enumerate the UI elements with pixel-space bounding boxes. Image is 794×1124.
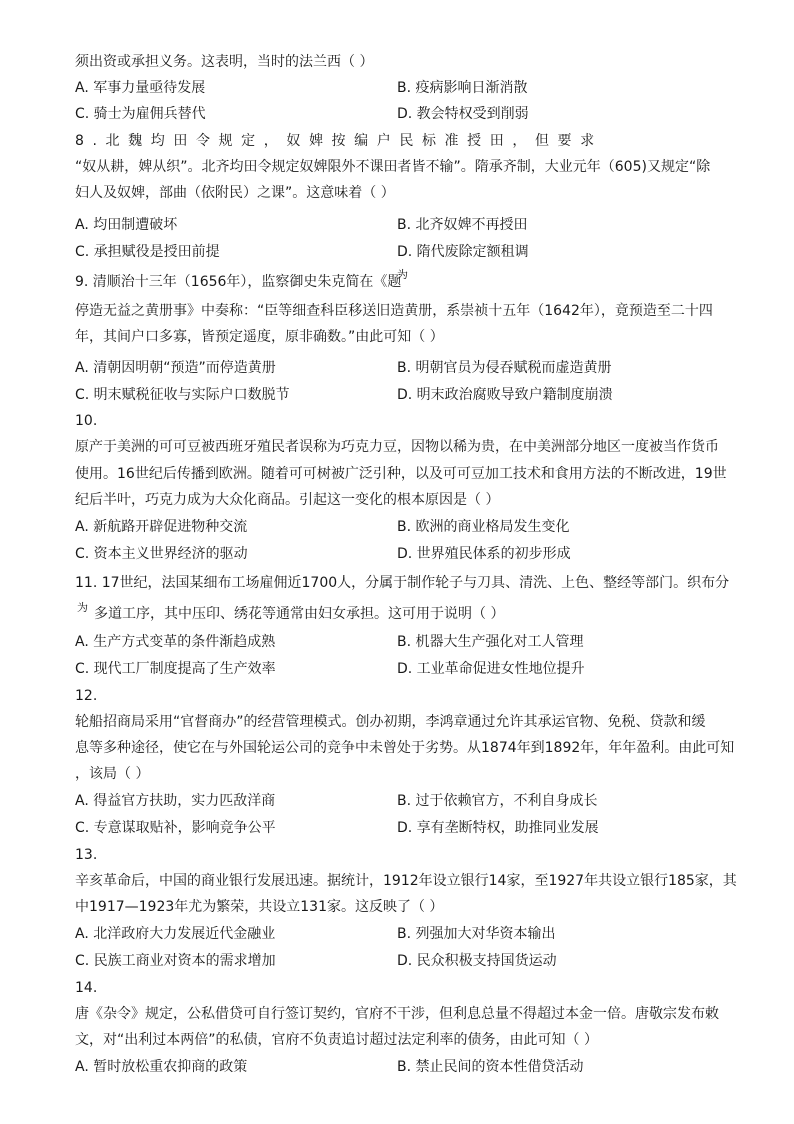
- q8-option-b[interactable]: B. 北齐奴婢不再授田: [397, 217, 528, 233]
- q11-stem-line2: 多道工序，其中压印、绣花等通常由妇女承担。这可用于说明（ ）: [94, 606, 505, 622]
- q9-option-b[interactable]: B. 明朝官员为侵吞赋税而虚造黄册: [397, 360, 612, 376]
- q13-option-d[interactable]: D. 民众积极支持国货运动: [397, 953, 557, 969]
- q8-option-c[interactable]: C. 承担赋役是授田前提: [75, 244, 220, 260]
- q13-stem-line2: 中1917—1923年尤为繁荣，共设立131家。这反映了（ ）: [75, 899, 444, 915]
- q7-option-c[interactable]: C. 骑士为雇佣兵替代: [75, 106, 206, 122]
- q11-option-c[interactable]: C. 现代工厂制度提高了生产效率: [75, 661, 276, 677]
- q10-option-c[interactable]: C. 资本主义世界经济的驱动: [75, 546, 248, 562]
- q10-stem-line3: 纪后半叶，巧克力成为大众化商品。引起这一变化的根本原因是（ ）: [75, 492, 500, 508]
- q11-option-a[interactable]: A. 生产方式变革的条件渐趋成熟: [75, 634, 276, 650]
- q9-stem-line1: 9. 清顺治十三年（1656年），监察御史朱克简在《题: [75, 274, 402, 290]
- q12-stem-line2: 息等多种途径，使它在与外国轮运公司的竞争中未曾处于劣势。从1874年到1892年，年年盈利。由此可知: [75, 740, 735, 756]
- q7-option-a[interactable]: A. 军事力量亟待发展: [75, 80, 206, 96]
- q12-option-a[interactable]: A. 得益官方扶助，实力匹敌洋商: [75, 793, 276, 809]
- q10-stem-line2: 使用。16世纪后传播到欧洲。随着可可树被广泛引种，以及可可豆加工技术和食用方法的不断改进，19世: [75, 466, 727, 482]
- q7-stem-tail: 须出资或承担义务。这表明，当时的法兰西（ ）: [75, 54, 374, 70]
- q11-option-d[interactable]: D. 工业革命促进女性地位提升: [397, 661, 585, 677]
- q12-stem-line1: 轮船招商局采用“官督商办”的经营管理模式。创办初期，李鸿章通过允许其承运官物、免税、贷款和缓: [75, 714, 706, 730]
- q13-option-c[interactable]: C. 民族工商业对资本的需求增加: [75, 953, 276, 969]
- q10-stem-line1: 原产于美洲的可可豆被西班牙殖民者误称为巧克力豆，因物以稀为贵，在中美洲部分地区一度被当作货币: [75, 439, 719, 455]
- q12-option-b[interactable]: B. 过于依赖官方，不利自身成长: [397, 793, 598, 809]
- q12-option-c[interactable]: C. 专意谋取贴补，影响竞争公平: [75, 820, 276, 836]
- q11-option-b[interactable]: B. 机器大生产强化对工人管理: [397, 634, 584, 650]
- q14-option-a[interactable]: A. 暂时放松重农抑商的政策: [75, 1059, 248, 1075]
- q8-stem-line3: 妇人及奴婢，部曲（依附民）之课”。这意味着（ ）: [75, 185, 395, 201]
- q7-option-b[interactable]: B. 疫病影响日渐消散: [397, 80, 528, 96]
- q10-number: 10.: [75, 413, 98, 429]
- q14-stem-line2: 文，对“出利过本两倍”的私债，官府不负责追讨超过法定利率的债务，由此可知（ ）: [75, 1032, 598, 1048]
- q9-option-d[interactable]: D. 明末政治腐败导致户籍制度崩溃: [397, 387, 613, 403]
- q8-stem-line1: 8.北魏均田令规定，奴婢按编户民标准授田，但要求: [75, 133, 603, 149]
- q9-stem-line2: 停造无益之黄册事》中奏称：“臣等细查科臣移送旧造黄册，系崇祯十五年（1642年），竟预造至二十四: [75, 303, 713, 319]
- q9-floating-char: 为: [397, 268, 408, 281]
- q8-option-a[interactable]: A. 均田制遭破坏: [75, 217, 178, 233]
- q11-floating-char: 为: [77, 601, 88, 614]
- q9-option-c[interactable]: C. 明末赋税征收与实际户口数脱节: [75, 387, 290, 403]
- q8-stem-line2: “奴从耕，婢从织”。北齐均田令规定奴婢限外不课田者皆不输”。隋承齐制，大业元年（605)又规定“除: [75, 159, 711, 175]
- q13-stem-line1: 辛亥革命后，中国的商业银行发展迅速。据统计，1912年设立银行14家，至1927年共设立银行185家，其: [75, 873, 737, 889]
- q12-stem-line3: ，该局（ ）: [75, 766, 150, 782]
- q10-option-b[interactable]: B. 欧洲的商业格局发生变化: [397, 519, 570, 535]
- q14-option-b[interactable]: B. 禁止民间的资本性借贷活动: [397, 1059, 584, 1075]
- q9-stem-line3: 年，其间户口多寡，皆预定遥度，原非确数。”由此可知（ ）: [75, 329, 444, 345]
- q10-option-a[interactable]: A. 新航路开辟促进物种交流: [75, 519, 248, 535]
- q14-stem-line1: 唐《杂令》规定，公私借贷可自行签订契约，官府不干涉，但利息总量不得超过本金一倍。唐敬宗发布敕: [75, 1006, 719, 1022]
- q10-option-d[interactable]: D. 世界殖民体系的初步形成: [397, 546, 571, 562]
- q13-option-b[interactable]: B. 列强加大对华资本输出: [397, 926, 556, 942]
- q13-option-a[interactable]: A. 北洋政府大力发展近代金融业: [75, 926, 276, 942]
- q12-number: 12.: [75, 688, 98, 704]
- q12-option-d[interactable]: D. 享有垄断特权，助推同业发展: [397, 820, 599, 836]
- q14-number: 14.: [75, 980, 98, 996]
- q9-option-a[interactable]: A. 清朝因明朝“预造”而停造黄册: [75, 360, 276, 376]
- q11-stem-line1: 11. 17世纪，法国某细布工场雇佣近1700人，分属于制作轮子与刀具、清洗、上色、整经等部门。织布分: [75, 575, 730, 591]
- q13-number: 13.: [75, 847, 98, 863]
- q8-option-d[interactable]: D. 隋代废除定额租调: [397, 244, 529, 260]
- q7-option-d[interactable]: D. 教会特权受到削弱: [397, 106, 529, 122]
